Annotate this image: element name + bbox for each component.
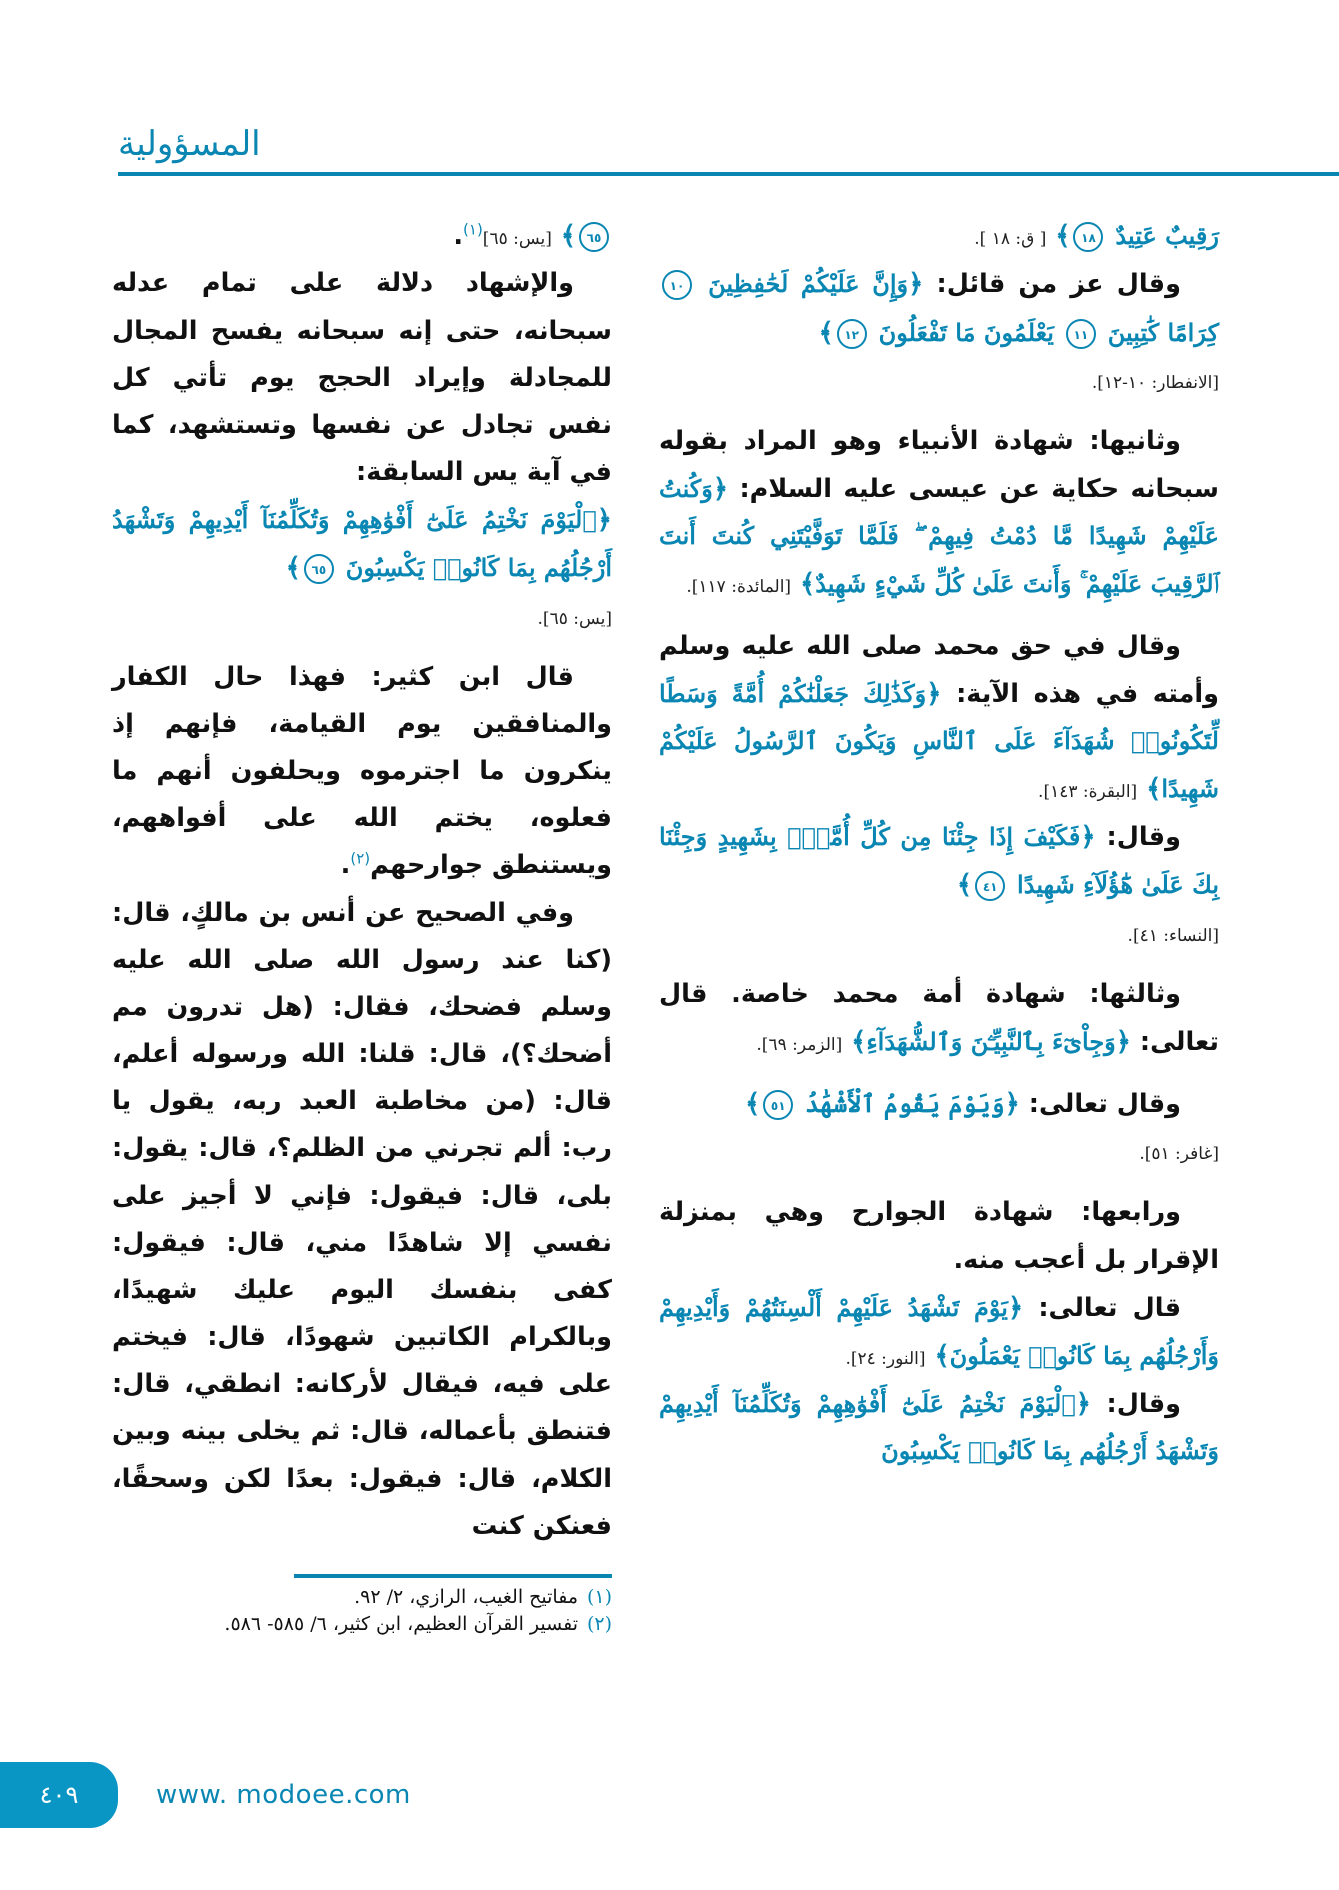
aya-number-icon: ١٢ [837, 319, 867, 349]
quran-verse: كِرَامًا كَٰتِبِينَ [1107, 317, 1219, 347]
body-text: قال ابن كثير: فهذا حال الكفار والمنافقين يوم القيامة، فإنهم إذ ينكرون ما اجترموه ويحلفون أنهم ما فعلوه، يختم الله على أفواههم، ويستنطق جوارحهم [112, 661, 612, 881]
left-column [112, 212, 612, 1637]
paragraph [112, 260, 612, 496]
footnotes [112, 1584, 612, 1637]
aya-number-icon: ٦٥ [579, 222, 609, 252]
quran-verse: فَكَيْفَ إِذَا جِئْنَا مِن كُلِّ أُمَّةٍۭ بِشَهِيدٍ وَجِئْنَا بِكَ عَلَىٰ هَٰٓؤُلَآءِ شَهِيدًا [659, 822, 1219, 900]
close-brace-icon: ﴾ [818, 317, 834, 348]
body-text: والإشهاد دلالة على تمام عدله سبحانه، حتى إنه سبحانه يفسح المجال للمجادلة وإيراد الحجج يوم تأتي كل نفس تجادل عن نفسها وتستشهد، كما في آية يس السابقة: [112, 268, 612, 488]
page-body [0, 176, 1339, 1722]
verse-reference: [يس: ٦٥]. [537, 608, 612, 629]
footnote [112, 1611, 612, 1638]
paragraph [659, 1284, 1219, 1380]
aya-number-icon: ١٨ [1073, 222, 1103, 252]
aya-number-icon: ٥١ [763, 1090, 793, 1120]
quran-verse: رَقِيبٌ عَتِيدٌ [1115, 221, 1219, 251]
aya-number-icon: ١٠ [662, 270, 692, 300]
footnote [112, 1584, 612, 1611]
aya-number-icon: ٦٥ [304, 554, 334, 584]
quran-verse: يَعْلَمُونَ مَا تَفْعَلُونَ [878, 317, 1054, 347]
footnote-text: تفسير القرآن العظيم، ابن كثير، ٦/ ٥٨٥- ٥٨٦. [224, 1612, 578, 1635]
quran-verse: وَيَوْمَ يَقُومُ ٱلْأَشْهَٰدُ [805, 1089, 1005, 1119]
footnote-number: (٢) [586, 1612, 612, 1635]
quran-verse: وَإِنَّ عَلَيْكُمْ لَحَٰفِظِينَ [708, 269, 909, 299]
close-brace-icon: ﴾ [1055, 221, 1071, 252]
aya-number-icon: ٤١ [975, 871, 1005, 901]
verse-reference: [النور: ٢٤]. [845, 1348, 926, 1369]
verse-reference: [الانفطار: ١٠-١٢]. [1091, 372, 1219, 393]
open-brace-icon: ﴿ [1004, 1089, 1020, 1120]
open-brace-icon: ﴿ [596, 505, 612, 536]
quran-verse: وَكَذَٰلِكَ جَعَلْنَٰكُمْ أُمَّةً وَسَطًا لِّتَكُونُوا۟ شُهَدَآءَ عَلَى ٱلنَّاسِ وَيَكُونَ ٱلرَّسُولُ عَلَيْكُمْ شَهِيدًا [659, 678, 1219, 804]
lead-text: وقال: [1106, 1389, 1181, 1420]
close-brace-icon: ﴾ [285, 553, 301, 584]
quran-verse: ٱلْيَوْمَ نَخْتِمُ عَلَىٰٓ أَفْوَٰهِهِمْ وَتُكَلِّمُنَآ أَيْدِيهِمْ وَتَشْهَدُ أَرْجُلُهُم بِمَا كَانُوا۟ يَكْسِبُونَ [112, 505, 612, 583]
body-text: وثانيها: شهادة الأنبياء وهو المراد بقوله سبحانه حكاية عن عيسى عليه السلام: [659, 425, 1219, 505]
paragraph [659, 813, 1219, 957]
verse-reference: [النساء: ٤١]. [1127, 925, 1219, 946]
chapter-title: المسؤولية [118, 124, 261, 164]
paragraph [659, 212, 1219, 260]
footnote-marker[interactable]: (٢) [350, 849, 371, 868]
lead-text: وقال تعالى: [1028, 1089, 1181, 1120]
paragraph [112, 890, 612, 1550]
footnote-marker[interactable]: (١) [463, 220, 483, 239]
website-link[interactable]: www. modoee.com [156, 1780, 411, 1810]
page-number-badge: ٤٠٩ [0, 1762, 118, 1828]
open-brace-icon: ﴿ [1080, 822, 1096, 853]
page-header [0, 0, 1339, 176]
paragraph [659, 1380, 1219, 1475]
right-column [659, 212, 1219, 1475]
paragraph: قال ابن كثير: فهذا حال الكفار والمنافقين يوم القيامة، فإنهم إذ ينكرون ما اجترموه ويحلفون أنهم ما فعلوه، يختم الله على أفواههم، ويستنطق جوارحهم$^{(٢)}$. [112, 661, 612, 881]
open-brace-icon: ﴿ [1075, 1389, 1091, 1420]
paragraph [659, 418, 1219, 609]
paragraph [112, 496, 612, 640]
footnote-text: مفاتيح الغيب، الرازي، ٢/ ٩٢. [354, 1586, 578, 1608]
verse-reference: [غافر: ٥١]. [1139, 1144, 1219, 1165]
footnote-number: (١) [586, 1586, 612, 1608]
open-brace-icon: ﴿ [926, 678, 942, 709]
lead-text: وقال عز من قائل: [936, 269, 1181, 300]
quran-verse: وَكُنتُ عَلَيْهِمْ شَهِيدًا مَّا دُمْتُ فِيهِمْ ۖ فَلَمَّا تَوَفَّيْتَنِي كُنتَ أَنتَ ٱلرَّقِيبَ عَلَيْهِمْ ۚ وَأَنتَ عَلَىٰ كُلِّ شَيْءٍ شَهِيدٌ [659, 474, 1219, 599]
verse-reference: [المائدة: ١١٧]. [686, 577, 792, 598]
verse-reference: [يس: ٦٥] [482, 229, 552, 250]
paragraph [659, 623, 1219, 814]
quran-verse: وَجِاْىٓءَ بِٱلنَّبِيِّـۧنَ وَٱلشُّهَدَآءِ [866, 1026, 1116, 1056]
body-text: وقال في حق محمد صلى الله عليه وسلم وأمته في هذه الآية: [659, 630, 1219, 709]
paragraph [659, 260, 1219, 404]
body-text: وثالثها: شهادة أمة محمد خاصة. قال تعالى: [659, 978, 1219, 1057]
lead-text: قال تعالى: [1038, 1292, 1182, 1323]
quran-verse: ٱلْيَوْمَ نَخْتِمُ عَلَىٰٓ أَفْوَٰهِهِمْ وَتُكَلِّمُنَآ أَيْدِيهِمْ وَتَشْهَدُ أَرْجُلُهُم بِمَا كَانُوا۟ يَكْسِبُونَ [659, 1389, 1219, 1466]
close-brace-icon: ﴾ [934, 1340, 950, 1371]
close-brace-icon: ﴾ [744, 1089, 761, 1120]
aya-number-icon: ١١ [1066, 319, 1096, 349]
footnote-block [112, 1574, 612, 1637]
body-text: وفي الصحيح عن أنس بن مالكٍ، قال: (كنا عند رسول الله صلى الله عليه وسلم فضحك، فقال: (هل تدرون مم أضحك؟)، قال: قلنا: الله ورسوله أعلم، قال: (من مخاطبة العبد ربه، يقول يا رب: ألم تجرني من الظلم؟، قال: يقول: بلى، قال: فيقول: فإني لا أجيز على نفسي إلا شاهدًا مني، قال: فيقول: كفى بنفسك اليوم عليك شهيدًا، وبالكرام الكاتبين شهودًا، قال: فيختم على فيه، فيقال لأركانه: انطقي، قال: فتنطق بأعماله، قال: ثم يخلى بينه وبين الكلام، قال: فيقول: بعدًا لكن وسحقًا، فعنكن كنت [112, 897, 612, 1541]
paragraph [659, 1080, 1219, 1175]
open-brace-icon: ﴿ [908, 269, 924, 300]
close-brace-icon: ﴾ [560, 221, 576, 252]
lead-text: وقال: [1106, 822, 1181, 853]
quran-verse: يَوْمَ تَشْهَدُ عَلَيْهِمْ أَلْسِنَتُهُمْ وَأَيْدِيهِمْ وَأَرْجُلُهُم بِمَا كَانُوا۟ يَعْمَلُونَ [659, 1292, 1219, 1370]
paragraph [659, 971, 1219, 1066]
verse-reference: [ ق: ١٨ ]. [974, 229, 1047, 250]
page-footer [0, 1762, 1339, 1828]
close-brace-icon: ﴾ [956, 870, 973, 901]
paragraph [659, 1189, 1219, 1283]
open-brace-icon: ﴿ [1007, 1292, 1024, 1323]
paragraph: ٦٥﴾ [يس: ٦٥]$^{(١)}$. [112, 212, 612, 260]
verse-reference: [البقرة: ١٤٣]. [1038, 782, 1138, 803]
close-brace-icon: ﴾ [799, 569, 816, 600]
body-text: ورابعها: شهادة الجوارح وهي بمنزلة الإقرار بل أعجب منه. [659, 1197, 1219, 1275]
open-brace-icon: ﴿ [1115, 1026, 1131, 1057]
verse-reference: [الزمر: ٦٩]. [756, 1034, 843, 1055]
close-brace-icon: ﴾ [1146, 774, 1162, 805]
footnote-divider [294, 1574, 612, 1578]
close-brace-icon: ﴾ [851, 1026, 867, 1057]
open-brace-icon: ﴿ [712, 474, 729, 505]
